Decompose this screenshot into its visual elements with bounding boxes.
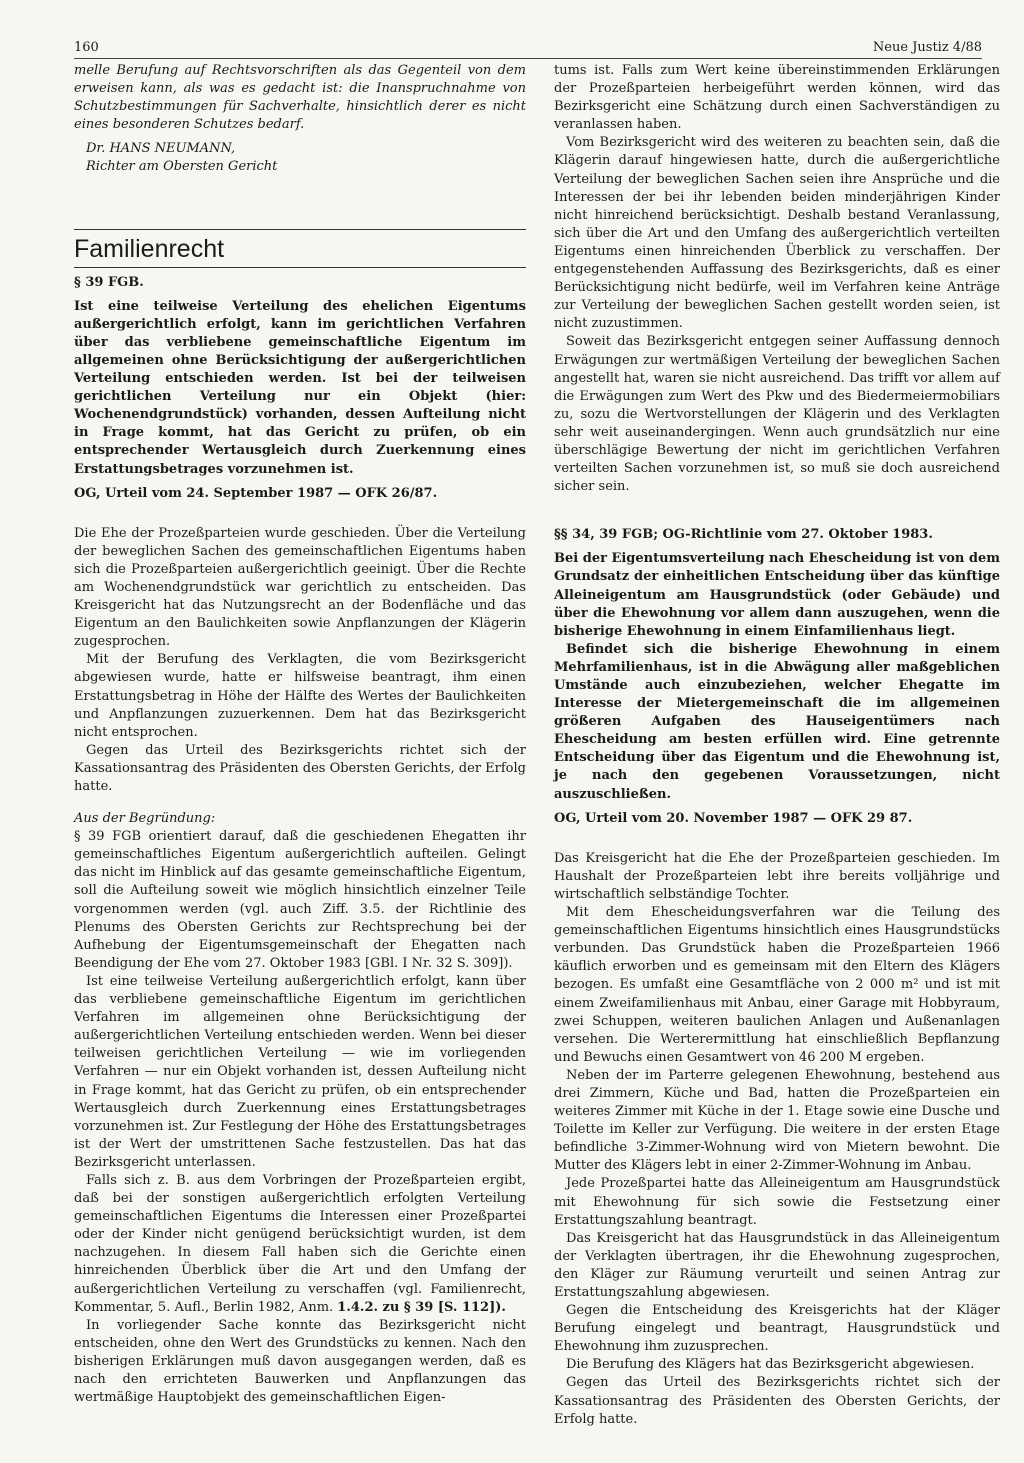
case1-court-citation: OG, Urteil vom 24. September 1987 — OFK 26/87. [74, 485, 438, 501]
case1-reason-paragraph: Vom Bezirksgericht wird des weiteren zu beachten sein, daß die Klägerin darauf hingewiesen hatte, durch die außergerichtliche Verteilung der beweglichen Sachen seien ihre Ansprüche und die Interessen der bei ihr lebenden beiden minderjährigen Kinder nicht hinreichend berücksichtigt. Deshalb bestand Veranlassung, sich über die Art und den Umfang des außergerichtlich verteilten Eigentums einen hinreichenden Überblick zu verschaffen. Der entgegenstehenden Auffassung des Bezirksgerichts, daß es einer Berücksichtigung nicht bedürfe, weil im Verfahren keine Anträge zur Verteilung der beweglichen Sachen gestellt worden seien, ist nicht zuzustimmen. [554, 135, 1000, 332]
case1-paragraph: Mit der Berufung des Verklagten, die vom Bezirksgericht abgewiesen wurde, hatte er hilfsweise beantragt, ihm einen Erstattungsbetrag in Höhe der Hälfte des Wertes der Baulichkeiten und Anpflanzungen zuzuerkennen. Dem hat das Bezirksgericht nicht entsprochen. [74, 652, 526, 740]
left-column [74, 62, 526, 1407]
case1-paragraph: Gegen das Urteil des Bezirksgerichts richtet sich der Kassationsantrag des Präsidenten des Obersten Gerichts, der Erfolg hatte. [74, 742, 526, 794]
case2-paragraph: Das Kreisgericht hat die Ehe der Prozeßparteien geschieden. Im Haushalt der Prozeßparteien lebt ihre bereits volljährige und wirtschaftlich selbständige Tochter. [554, 850, 1000, 902]
header-rule [74, 58, 982, 59]
case2-reference: §§ 34, 39 FGB; OG-Richtlinie vom 27. Oktober 1983. [554, 527, 933, 543]
case2-headnote: Befindet sich die bisherige Ehewohnung in einem Mehrfamilienhaus, ist in die Abwägung aller maßgeblichen Umstände auch einzubeziehen, welcher Ehegatte im Interesse der Mietergemeinschaft die im allgemeinen größeren Aufgaben des Hauseigentümers nach Ehescheidung am besten erfüllen wird. Eine getrennte Entscheidung über das Eigentum und die Ehewohnung ist, je nach den gegebenen Voraussetzungen, nicht auszuschließen. [554, 641, 1000, 802]
page-number: 160 [74, 40, 99, 55]
case2-paragraph: Neben der im Parterre gelegenen Ehewohnung, bestehend aus drei Zimmern, Küche und Bad, hatten die Prozeßparteien ein weiteres Zimmer mit Küche in der 1. Etage sowie eine Dusche und Toilette im Keller zur Verfügung. Die weitere in der ersten Etage befindliche 3-Zimmer-Wohnung wird von Mietern bewohnt. Die Mutter des Klägers lebt in einer 2-Zimmer-Wohnung im Anbau. [554, 1067, 1000, 1174]
case1-reason-paragraph: § 39 FGB orientiert darauf, daß die geschiedenen Ehegatten ihr gemeinschaftliches Eigentum außergerichtlich aufteilen. Gelingt das nicht im Hinblick auf das gesamte gemeinschaftliche Eigentum, soll die Aufteilung soweit wie möglich hinsichtlich einzelner Teile vorgenommen werden (vgl. auch Ziff. 3.5. der Richtlinie des Plenums des Obersten Gerichts zur Rechtsprechung bei der Aufhebung der Eigentumsgemeinschaft der Ehegatten nach Beendigung der Ehe vom 27. Oktober 1983 [GBl. I Nr. 32 S. 309]). [74, 829, 526, 971]
case1-headnote: Ist eine teilweise Verteilung des ehelichen Eigentums außergerichtlich erfolgt, kann im gerichtlichen Verfahren über das verbliebene gemeinschaftliche Eigentum im allgemeinen ohne Berücksichtigung der außergerichtlichen Verteilung entschieden werden. Ist bei der teilweisen gerichtlichen Verteilung nur ein Objekt (hier: Wochenendgrundstück) vorhanden, dessen Aufteilung nicht in Frage kommt, hat das Gericht zu prüfen, ob ein entsprechender Wertausgleich durch Zuerkennung eines Erstattungsbetrages vorzunehmen ist. [74, 298, 526, 477]
section-rule-top [74, 229, 526, 230]
case2-paragraph: Mit dem Ehescheidungsverfahren war die Teilung des gemeinschaftlichen Eigentums hinsichtlich eines Hausgrundstücks verbunden. Das Grundstück haben die Prozeßparteien 1966 käuflich erworben und es gemeinsam mit den Eltern des Klägers bezogen. Es umfaßt eine Gesamtfläche von 2 000 m² und ist mit einem Zweifamilienhaus mit Anbau, einer Garage mit Hobbyraum, zwei Schuppen, weiteren baulichen Anlagen und Außenanlagen versehen. Die Werterermittlung hat einschließlich Bepflanzung und Bewuchs einen Gesamtwert von 46 200 M ergeben. [554, 905, 1000, 1065]
section-title: Familienrecht [74, 234, 225, 263]
case2-paragraph: Gegen das Urteil des Bezirksgerichts richtet sich der Kassationsantrag des Präsidenten des Obersten Gerichts, der Erfolg hatte. [554, 1375, 1000, 1427]
case1-reason-paragraph [74, 1172, 526, 1317]
case1-reason-paragraph: In vorliegender Sache konnte das Bezirksgericht nicht entscheiden, ohne den Wert des Grundstücks zu kennen. Nach den bisherigen Erklärungen muß davon ausgegangen werden, daß es nach den errichteten Bauwerken und Anpflanzungen das wertmäßige Hauptobjekt des gemeinschaftlichen Eigen- [74, 1317, 526, 1406]
case1-reference: § 39 FGB. [74, 274, 144, 290]
case2-paragraph: Die Berufung des Klägers hat das Bezirksgericht abgewiesen. [566, 1357, 975, 1373]
case2-paragraph: Das Kreisgericht hat das Hausgrundstück in das Alleineigentum der Verklagten übertragen, ihr die Ehewohnung zugesprochen, den Kläger zur Räumung verurteilt und seinen Antrag zur Erstattungszahlung abgewiesen. [554, 1230, 1000, 1300]
publication-title: Neue Justiz 4/88 [872, 40, 982, 55]
case2-paragraph: Gegen die Entscheidung des Kreisgerichts hat der Kläger Berufung eingelegt und beantragt, Hausgrundstück und Ehewohnung ihm zuzusprechen. [554, 1303, 1000, 1355]
case1-reason-paragraph: Soweit das Bezirksgericht entgegen seiner Auffassung dennoch Erwägungen zur wertmäßigen Verteilung der beweglichen Sachen angestellt hat, waren sie nicht ausreichend. Das trifft vor allem auf die Erwägungen zum Wert des Pkw und des Biedermeiermobiliars zu, sozu die Wertvorstellungen der Klägerin und des Verklagten sehr weit auseinandergingen. Wenn auch grundsätzlich nur eine überschlägige Bewertung der nicht im gerichtlichen Verfahren verteilten Sachen vorzunehmen ist, so muß sie doch ausreichend sicher sein. [554, 334, 1000, 495]
right-column [554, 62, 1000, 1429]
case1-reason-text: Falls sich z. B. aus dem Vorbringen der Prozeßparteien ergibt, daß bei der sonstigen außergerichtlich erfolgten Verteilung gemeinschaftlichen Eigentums die Interessen einer Prozeßpartei oder der Kinder nicht genügend berücksichtigt wurden, ist dem nachzugehen. In diesem Fall haben sich die Gerichte einen hinreichenden Überblick über die Art und den Umfang der außergerichtlichen Verteilung zu verschaffen (vgl. Familienrecht, Kommentar, 5. Aufl., Berlin 1982, Anm. [74, 1172, 526, 1315]
case1-reason-paragraph: Ist eine teilweise Verteilung außergerichtlich erfolgt, kann über das verbliebene gemeinschaftliche Eigentum im gerichtlichen Verfahren im allgemeinen ohne Berücksichtigung der außergerichtlichen Verteilung entschieden werden. Wenn bei dieser teilweisen gerichtlichen Verteilung — wie im vorliegenden Verfahren — nur ein Objekt vorhanden ist, dessen Aufteilung nicht in Frage kommt, hat das Gericht zu prüfen, ob ein entsprechender Wertausgleich durch Zuerkennung eines Erstattungsbetrages vorzunehmen ist. Zur Festlegung der Höhe des Erstattungsbetrages ist der Wert der umstrittenen Sache festzustellen. Das hat das Bezirksgericht unterlassen. [74, 973, 526, 1170]
author-name: Dr. HANS NEUMANN, [86, 141, 236, 157]
case1-reasons-heading: Aus der Begründung: [74, 811, 216, 827]
case2-court-citation: OG, Urteil vom 20. November 1987 — OFK 29 87. [554, 810, 913, 826]
author-title: Richter am Obersten Gericht [86, 159, 278, 175]
commentary-citation: 1.4.2. zu § 39 [S. 112]). [337, 1299, 506, 1315]
case1-paragraph: Die Ehe der Prozeßparteien wurde geschieden. Über die Verteilung der beweglichen Sachen des gemeinschaftlichen Eigentums haben sich die Prozeßparteien außergerichtlich geeinigt. Über die Rechte am Wochenendgrundstück war gerichtlich zu entscheiden. Das Kreisgericht hat das Nutzungsrecht an der Bodenfläche und das Eigentum an den Baulichkeiten sowie Anpflanzungen der Klägerin zugesprochen. [74, 525, 526, 650]
case2-headnote: Bei der Eigentumsverteilung nach Ehescheidung ist von dem Grundsatz der einheitlichen Entscheidung über das künftige Alleineigentum am Hausgrundstück (oder Gebäude) und über die Ehewohnung vor allem dann auszugehen, wenn die bisherige Ehewohnung in einem Einfamilienhaus liegt. [554, 551, 1001, 639]
case2-paragraph: Jede Prozeßpartei hatte das Alleineigentum am Hausgrundstück mit Ehewohnung für sich sowie die Festsetzung einer Erstattungszahlung beantragt. [554, 1176, 1000, 1228]
case1-continued-paragraph: tums ist. Falls zum Wert keine übereinstimmenden Erklärungen der Prozeßparteien herbeigeführt werden können, wird das Bezirksgericht eine Schätzung durch einen Sachverständigen zu veranlassen haben. [554, 63, 1000, 133]
continued-paragraph: melle Berufung auf Rechtsvorschriften als das Gegenteil von dem erweisen kann, als was es gedacht ist: die Inanspruchnahme von Schutzbestimmungen für Sachverhalte, hinsichtlich derer es nicht eines besonderen Schutzes bedarf. [74, 63, 526, 133]
